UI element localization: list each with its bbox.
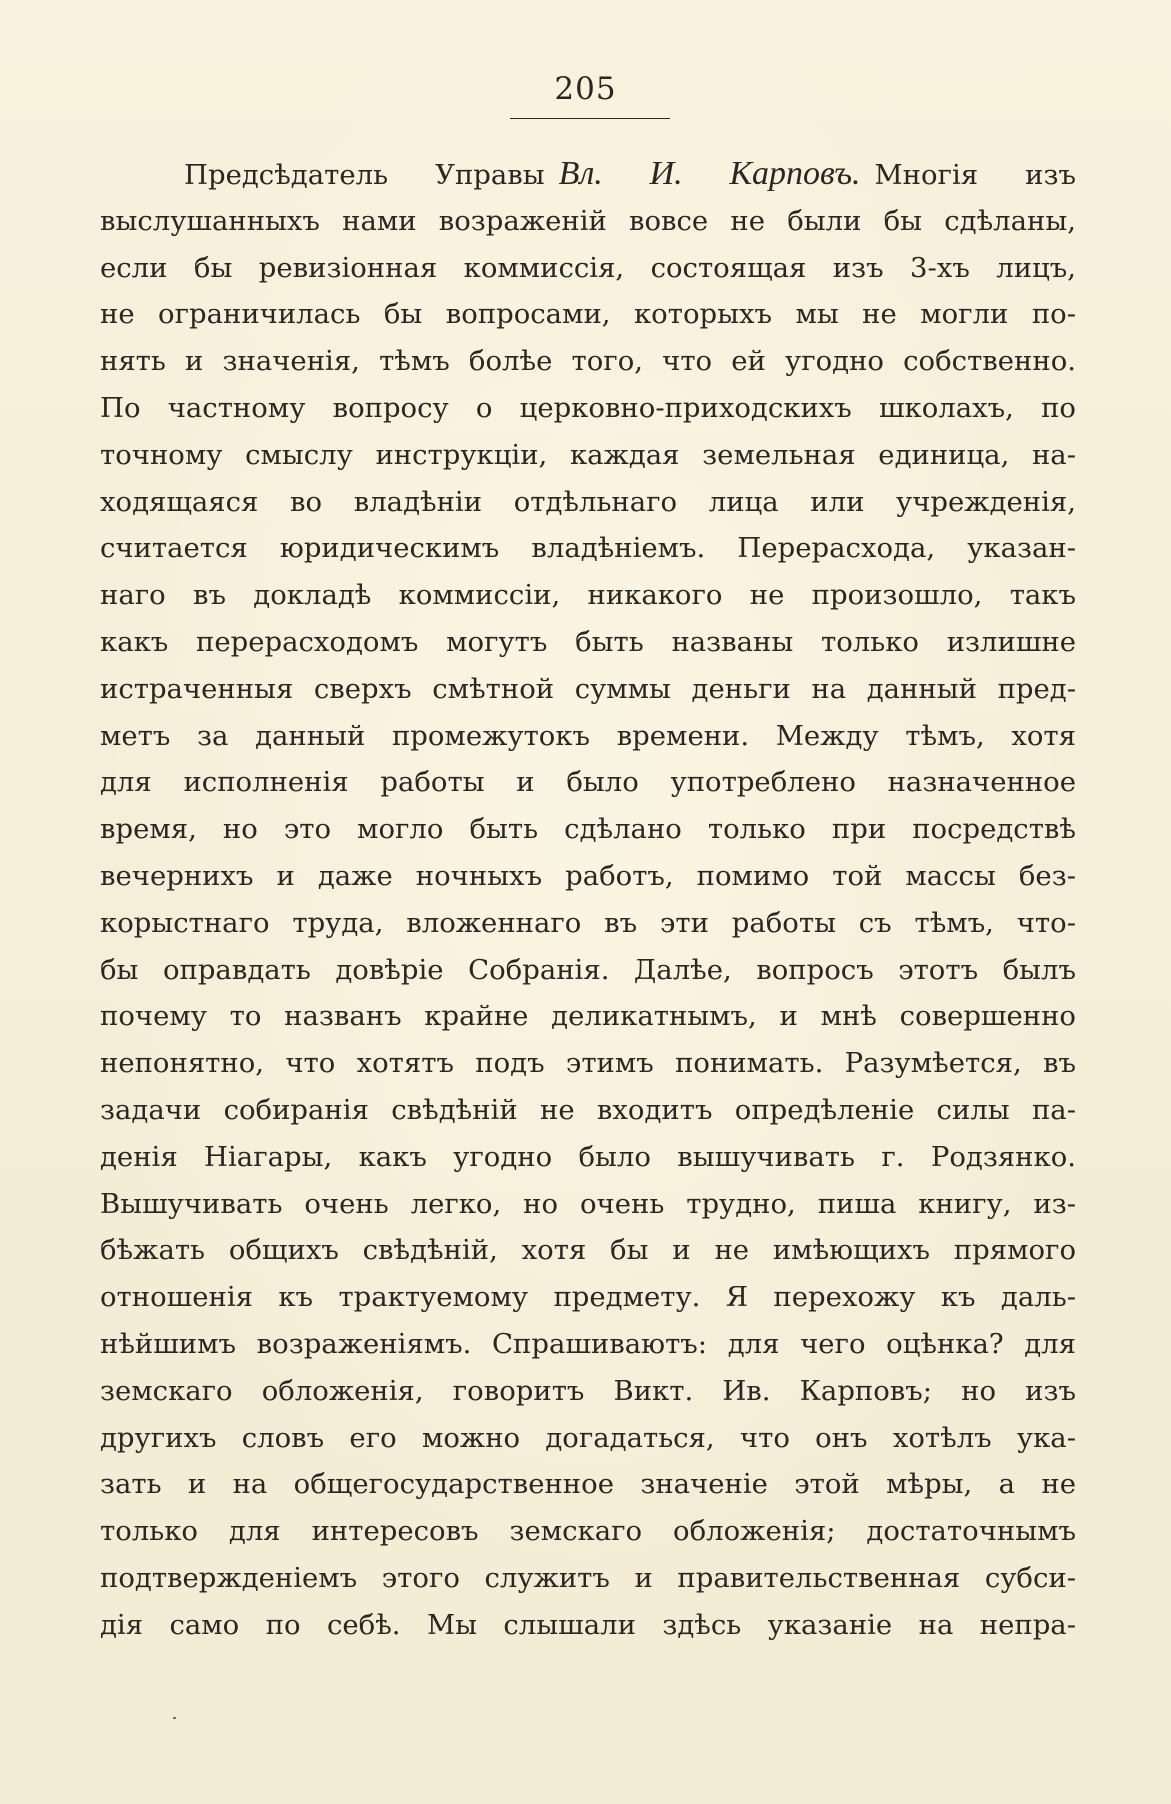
body-text [100,151,1076,1649]
text-line: какъ перерасходомъ могутъ быть названы только излишне [100,625,1076,658]
text-line: вечернихъ и даже ночныхъ работъ, помимо той массы без- [100,859,1076,892]
speaker-continuation: Многія изъ [874,159,1076,191]
text-line: зать и на общегосударственное значеніе этой мѣры, а не [100,1468,1076,1501]
text-line: нять и значенія, тѣмъ болѣе того, что ей угодно собственно. [100,345,1076,378]
text-line: другихъ словъ его можно догадаться, что онъ хотѣлъ ука- [100,1421,1076,1454]
text-line: подтвержденіемъ этого служитъ и правительственная субси- [100,1561,1076,1594]
page-number: 205 [554,71,617,107]
speaker-name: Вл. И. Карповъ. [558,155,861,192]
text-line: наго въ докладѣ коммиссіи, никакого не произошло, такъ [100,579,1076,612]
text-line: считается юридическимъ владѣніемъ. Перерасхода, указан- [100,532,1076,565]
text-line: корыстнаго труда, вложеннаго въ эти работы съ тѣмъ, что- [100,906,1076,939]
text-line: не ограничилась бы вопросами, которыхъ мы не могли по- [100,298,1076,331]
text-line: По частному вопросу о церковно-приходскихъ школахъ, по [100,391,1076,424]
text-line: почему то названъ крайне деликатнымъ, и мнѣ совершенно [100,1000,1076,1033]
text-line: если бы ревизіонная коммиссія, состоящая изъ 3-хъ лицъ, [100,251,1076,284]
speaker-intro: Предсѣдатель Управы [184,159,545,191]
text-line: метъ за данный промежутокъ времени. Между тѣмъ, хотя [100,719,1076,752]
text-line: выслушанныхъ нами возраженій вовсе не были бы сдѣланы, [100,204,1076,237]
text-line: ходящаяся во владѣніи отдѣльнаго лица или учрежденія, [100,485,1076,518]
text-line: нѣйшимъ возраженіямъ. Спрашиваютъ: для чего оцѣнка? для [100,1327,1076,1360]
text-line: непонятно, что хотятъ подъ этимъ понимать. Разумѣется, въ [100,1047,1076,1080]
text-line-first [100,151,1076,198]
header-rule [510,118,670,119]
text-line: дія само по себѣ. Мы слышали здѣсь указаніе на непра- [100,1608,1076,1641]
text-line: истраченныя сверхъ смѣтной суммы деньги на данный пред- [100,672,1076,705]
text-line: для исполненія работы и было употреблено назначенное [100,766,1076,799]
text-line: точному смыслу инструкціи, каждая земельная единица, на- [100,438,1076,471]
text-line: бѣжать общихъ свѣдѣній, хотя бы и не имѣющихъ прямого [100,1234,1076,1267]
text-line: отношенія къ трактуемому предмету. Я перехожу къ даль- [100,1281,1076,1314]
text-line: земскаго обложенія, говоритъ Викт. Ив. Карповъ; но изъ [100,1374,1076,1407]
text-line: денія Ніагары, какъ угодно было вышучивать г. Родзянко. [100,1140,1076,1173]
text-line: время, но это могло быть сдѣлано только при посредствѣ [100,813,1076,846]
text-line: только для интересовъ земскаго обложенія; достаточнымъ [100,1515,1076,1548]
text-line: Вышучивать очень легко, но очень трудно, пиша книгу, из- [100,1187,1076,1220]
text-line: задачи собиранія свѣдѣній не входитъ опредѣленіе силы па- [100,1093,1076,1126]
text-line: бы оправдать довѣріе Собранія. Далѣе, вопросъ этотъ былъ [100,953,1076,986]
paper-speck [173,1717,176,1719]
